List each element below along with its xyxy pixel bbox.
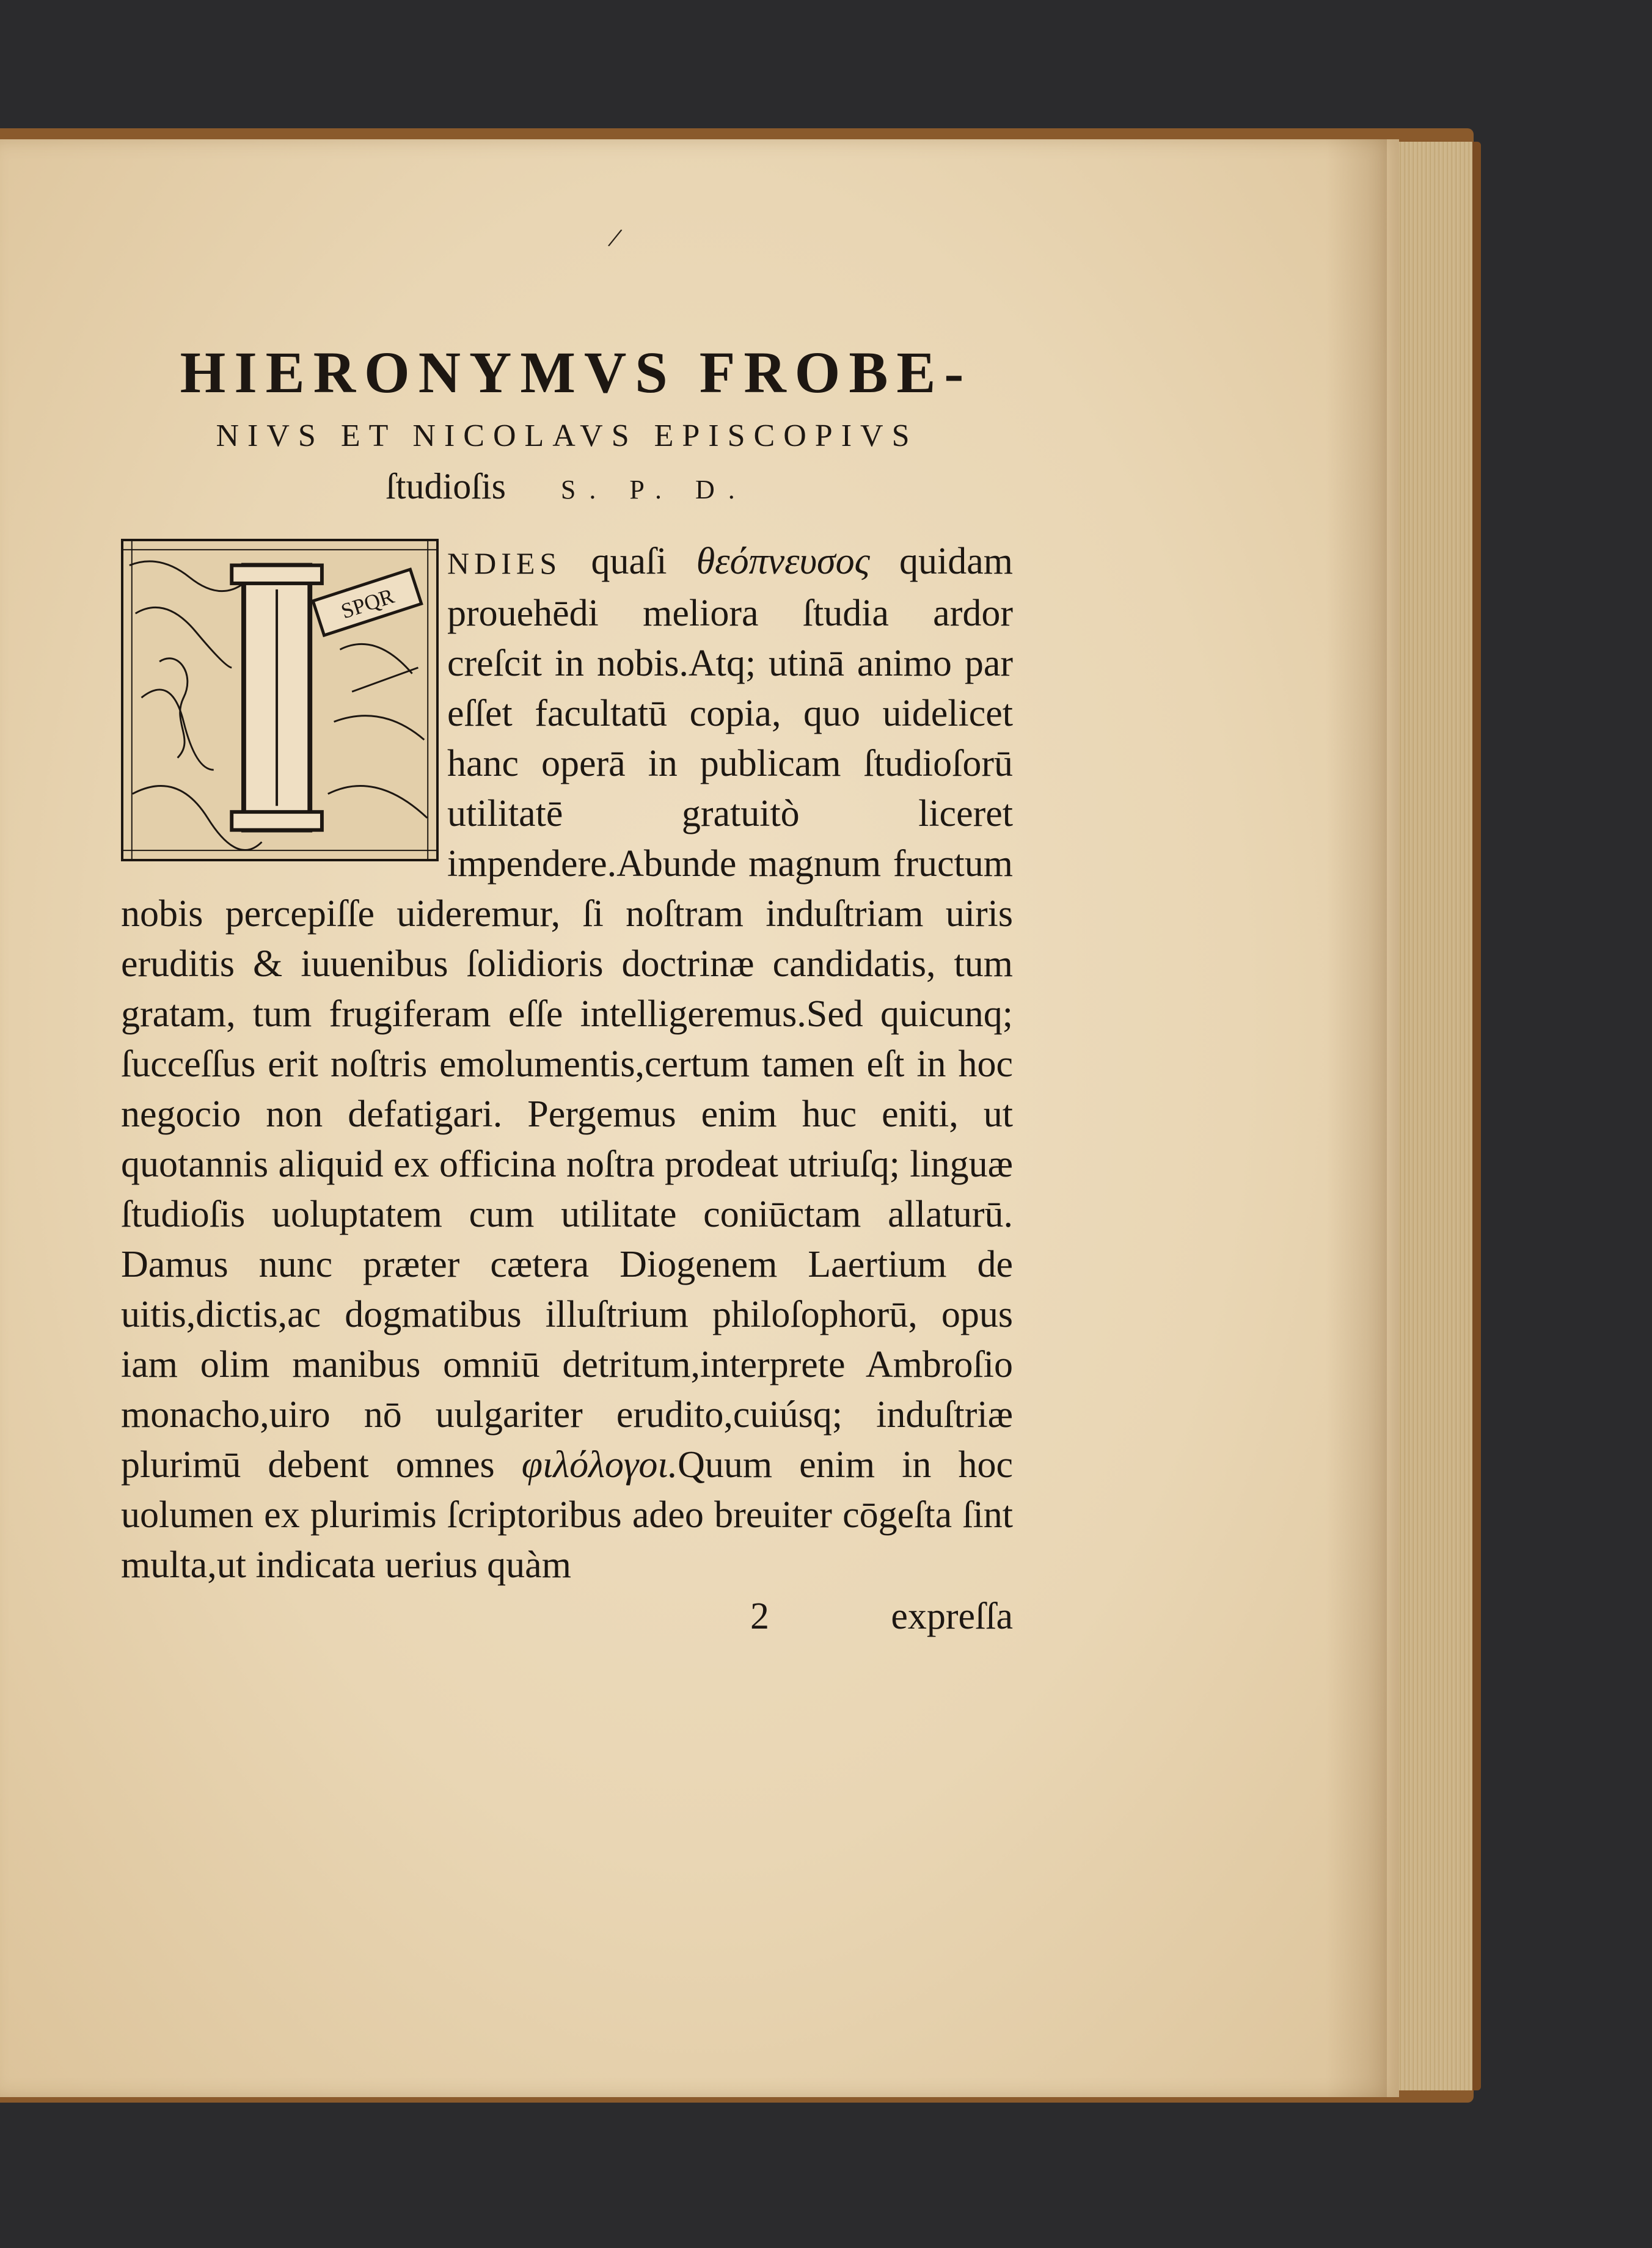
title-block xyxy=(121,340,1013,506)
initial-banner-text: SPQR xyxy=(338,583,397,624)
signature-mark: 2 xyxy=(750,1596,769,1637)
woodcut-initial-i xyxy=(121,539,439,861)
opening-smallcaps: NDIES xyxy=(447,546,562,580)
woodcut-initial-illustration xyxy=(123,541,436,859)
opening-greek: θεόπνευσος xyxy=(696,541,870,582)
catchword: expreſſa xyxy=(891,1596,1013,1637)
signature-line xyxy=(121,1591,1013,1641)
title-line-2: NIVS ET NICOLAVS EPISCOPIVS xyxy=(216,418,918,453)
title-line-1: HIERONYMVS FROBE- xyxy=(180,340,973,405)
paragraph-end: Quum enim in hoc uolumen ex plurimis ſcriptoribus adeo breuiter cōgeſta ſint multa,ut indicata uerius quàm xyxy=(121,1444,1014,1586)
title-abbreviation: S. P. D. xyxy=(560,475,748,505)
letter-body xyxy=(121,536,1013,1641)
greek-word-philologoi: φιλόλογοι. xyxy=(521,1444,678,1486)
title-line-3 xyxy=(121,468,1013,505)
title-word-studiosis: ſtudioſis xyxy=(386,466,506,506)
page-mark: / xyxy=(605,221,625,255)
paragraph-body: quidam prouehēdi meliora ſtudia ardor creſcit in nobis.Atq; utinā animo par eſſet facultatū copia, quo uidelicet hanc operā in publicam ſtudioſorū utilitatē gratuitò liceret impendere.Abunde magnum fructum nobis percepiſſe uideremur, ſi noſtram induſtriam uiris eruditis & iuuenibus ſolidioris doctrinæ candidatis, tum gratam, tum frugiferam eſſe intelligeremus.Sed quicunq; ſucceſſus erit noſtris emolumentis,certum tamen eſt in hoc negocio non defatigari. Pergemus enim huc eniti, ut quotannis aliquid ex officina noſtra prodeat utriuſq; linguæ ſtudioſis uoluptatem cum utilitate coniūctam allaturū. Damus nunc præter cætera Diogenem Laertium de uitis,dictis,ac dogmatibus illuſtrium philoſophorū, opus iam olim manibus omniū detritum,interprete Ambroſio monacho,uiro nō uulgariter erudito,cuiúsq; induſtriæ plurimū debent omnes xyxy=(121,541,1014,1486)
opening-text: quaſi xyxy=(591,541,667,582)
page-gutter-shadow xyxy=(1326,139,1387,2097)
page-text xyxy=(121,202,1013,1641)
